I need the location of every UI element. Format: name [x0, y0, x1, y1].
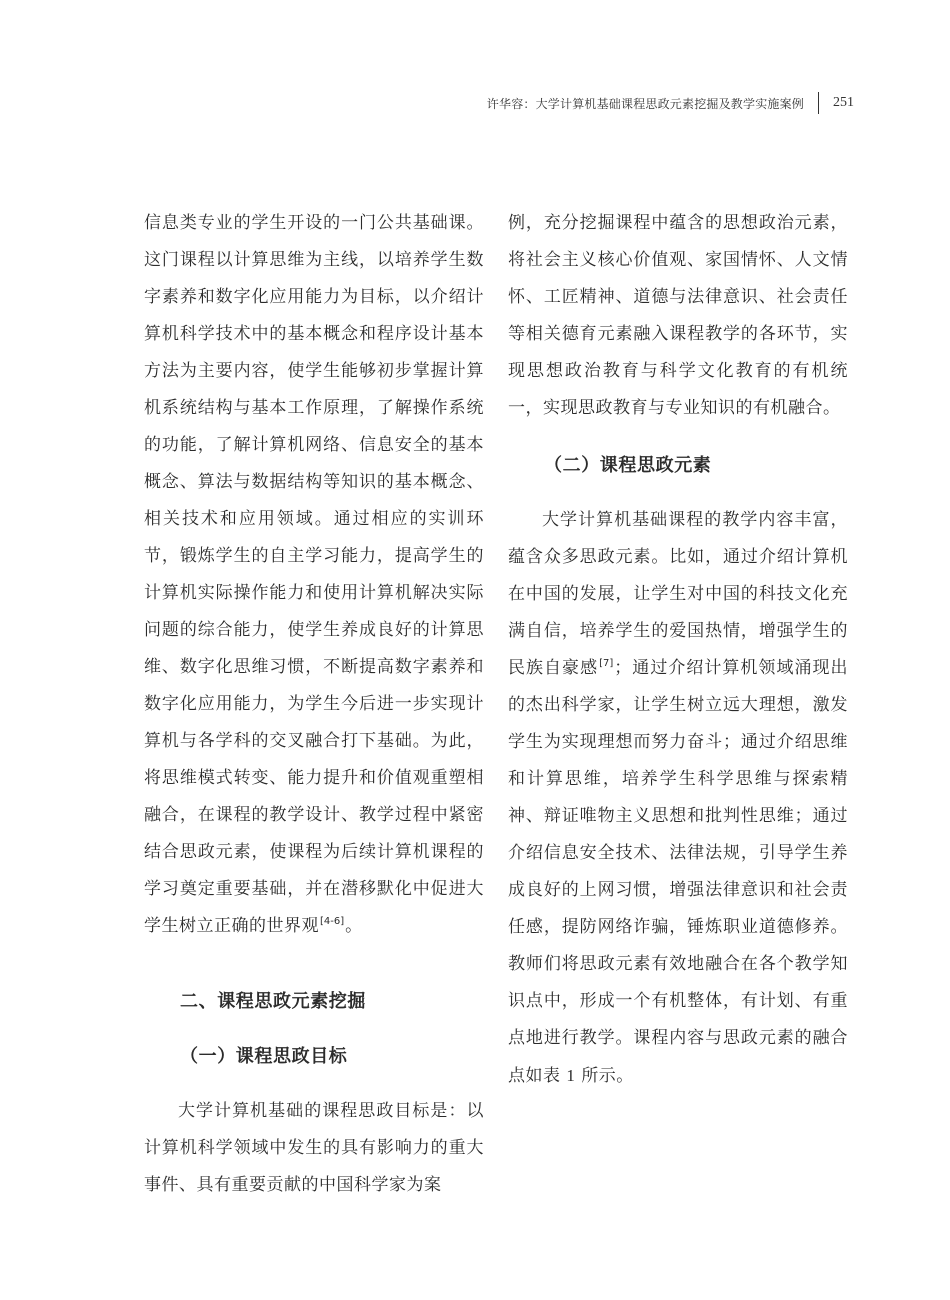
left-paragraph-2: 大学计算机基础的课程思政目标是：以计算机科学领域中发生的具有影响力的重大事件、具有重要贡献的中国科学家为案 — [144, 1101, 484, 1195]
running-title: 许华容：大学计算机基础课程思政元素挖掘及教学实施案例 — [486, 96, 804, 111]
table-reference-number: 1 — [566, 1066, 576, 1085]
right-paragraph-2-text-b: ；通过介绍计算机领域涌现出的杰出科学家，让学生树立远大理想，激发学生为实现理想而努力奋斗；通过介绍思维和计算思维，培养学生科学思维与探索精神、辩证唯物主义思想和批判性思维；通过介绍信息安全技术、法律法规，引导学生养成良好的上网习惯，增强法律意识和社会责任感，提防网络诈骗，锤炼职业道德修养。教师们将思政元素有效地融合在各个教学知识点中，形成一个有机整体，有计划、有重点地进行教学。课程内容与思政元素的融合点如表 — [508, 658, 849, 1086]
right-paragraph-2 — [508, 502, 848, 1095]
left-column — [144, 205, 484, 1204]
subsection-heading-1: （一）课程思政目标 — [180, 1046, 348, 1067]
section-heading-2: 二、课程思政元素挖掘 — [180, 991, 366, 1012]
right-paragraph-2-text-a: 大学计算机基础课程的教学内容丰富，蕴含众多思政元素。比如，通过介绍计算机在中国的发展，让学生对中国的科技文化充满自信，培养学生的爱国热情，增强学生的民族自豪感 — [508, 510, 848, 678]
running-header — [487, 92, 854, 114]
left-paragraph-1-end: 。 — [345, 916, 363, 936]
header-divider — [818, 92, 819, 114]
right-column — [508, 205, 848, 1095]
left-paragraph-1 — [144, 205, 484, 945]
page-number: 251 — [833, 95, 854, 110]
right-paragraph-1: 例，充分挖掘课程中蕴含的思想政治元素，将社会主义核心价值观、家国情怀、人文情怀、工匠精神、道德与法律意识、社会责任等相关德育元素融入课程教学的各环节，实现思想政治教育与科学文化教育的有机统一，实现思政教育与专业知识的有机融合。 — [508, 213, 848, 418]
citation-7: [7] — [599, 658, 614, 670]
left-paragraph-1-text: 信息类专业的学生开设的一门公共基础课。这门课程以计算思维为主线，以培养学生数字素养和数字化应用能力为目标，以介绍计算机科学技术中的基本概念和程序设计基本方法为主要内容，使学生能够初步掌握计算机系统结构与基本工作原理，了解操作系统的功能，了解计算机网络、信息安全的基本概念、算法与数据结构等知识的基本概念、相关技术和应用领域。通过相应的实训环节，锻炼学生的自主学习能力，提高学生的计算机实际操作能力和使用计算机解决实际问题的综合能力，使学生养成良好的计算思维、数字化思维习惯，不断提高数字素养和数字化应用能力，为学生今后进一步实现计算机与各学科的交叉融合打下基础。为此，将思维模式转变、能力提升和价值观重塑相融合，在课程的教学设计、教学过程中紧密结合思政元素，使课程为后续计算机课程的学习奠定重要基础，并在潜移默化中促进大学生树立正确的世界观 — [144, 213, 484, 936]
right-paragraph-2-end: 所示。 — [581, 1066, 634, 1086]
citation-4-6: [4-6] — [320, 916, 345, 928]
subsection-heading-2: （二）课程思政元素 — [544, 455, 712, 476]
